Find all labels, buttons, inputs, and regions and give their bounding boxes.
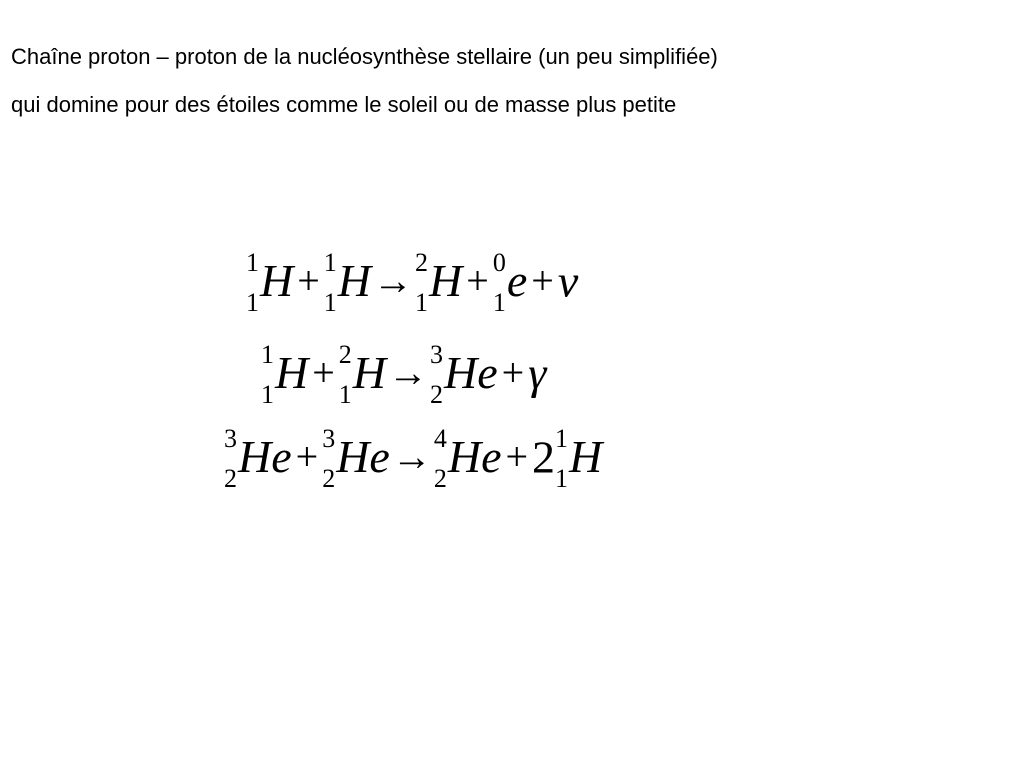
atomic-number: 2 bbox=[224, 464, 237, 494]
plus-operator: + bbox=[466, 258, 489, 304]
element-symbol: H bbox=[337, 255, 372, 307]
plus-operator: + bbox=[531, 258, 554, 304]
atomic-number: 1 bbox=[338, 380, 352, 410]
reaction-arrow-icon: → bbox=[373, 258, 414, 304]
mass-number: 1 bbox=[555, 424, 569, 454]
nuclide bbox=[338, 340, 387, 410]
mass-number: 0 bbox=[492, 248, 506, 278]
nuclide bbox=[322, 424, 390, 494]
mass-number: 1 bbox=[323, 248, 337, 278]
atomic-number: 1 bbox=[415, 288, 429, 318]
atomic-number: 1 bbox=[323, 288, 337, 318]
nuclide bbox=[224, 424, 292, 494]
mass-number: 4 bbox=[433, 424, 447, 454]
plus-operator: + bbox=[505, 434, 529, 480]
reaction-arrow-icon: → bbox=[391, 434, 432, 480]
equation-3 bbox=[224, 424, 603, 494]
equation-1 bbox=[246, 248, 579, 318]
equation-2 bbox=[261, 340, 547, 410]
element-symbol: H bbox=[569, 431, 603, 483]
mass-number: 3 bbox=[224, 424, 237, 454]
title-line-2: qui domine pour des étoiles comme le soleil ou de masse plus petite bbox=[11, 92, 677, 117]
coefficient: 2 bbox=[532, 431, 556, 483]
mass-number: 1 bbox=[246, 248, 259, 278]
plus-operator: + bbox=[297, 258, 320, 304]
gamma-symbol: γ bbox=[528, 347, 547, 399]
mass-number: 2 bbox=[415, 248, 429, 278]
neutrino-symbol: ν bbox=[557, 255, 579, 307]
nuclide bbox=[433, 424, 502, 494]
atomic-number: 2 bbox=[430, 380, 444, 410]
nuclide bbox=[415, 248, 463, 318]
element-symbol: He bbox=[444, 347, 498, 399]
plus-operator: + bbox=[501, 350, 525, 396]
mass-number: 3 bbox=[430, 340, 444, 370]
element-symbol: H bbox=[260, 255, 294, 307]
element-symbol: H bbox=[352, 347, 387, 399]
atomic-number: 1 bbox=[261, 380, 274, 410]
mass-number: 3 bbox=[322, 424, 336, 454]
nuclide bbox=[246, 248, 294, 318]
atomic-number: 1 bbox=[555, 464, 569, 494]
nuclide bbox=[555, 424, 603, 494]
atomic-number: 1 bbox=[246, 288, 259, 318]
plus-operator: + bbox=[312, 350, 335, 396]
nuclide bbox=[492, 248, 528, 318]
element-symbol: He bbox=[336, 431, 390, 483]
element-symbol: e bbox=[506, 255, 528, 307]
atomic-number: 1 bbox=[492, 288, 506, 318]
nuclide bbox=[430, 340, 498, 410]
element-symbol: He bbox=[238, 431, 292, 483]
nuclide bbox=[323, 248, 372, 318]
title-line-1: Chaîne proton – proton de la nucléosynthèse stellaire (un peu simplifiée) bbox=[11, 44, 718, 69]
mass-number: 2 bbox=[338, 340, 352, 370]
atomic-number: 2 bbox=[433, 464, 447, 494]
element-symbol: He bbox=[447, 431, 502, 483]
element-symbol: H bbox=[275, 347, 309, 399]
element-symbol: H bbox=[429, 255, 463, 307]
nuclide bbox=[261, 340, 309, 410]
plus-operator: + bbox=[295, 434, 319, 480]
atomic-number: 2 bbox=[322, 464, 336, 494]
reaction-arrow-icon: → bbox=[388, 350, 429, 396]
mass-number: 1 bbox=[261, 340, 274, 370]
